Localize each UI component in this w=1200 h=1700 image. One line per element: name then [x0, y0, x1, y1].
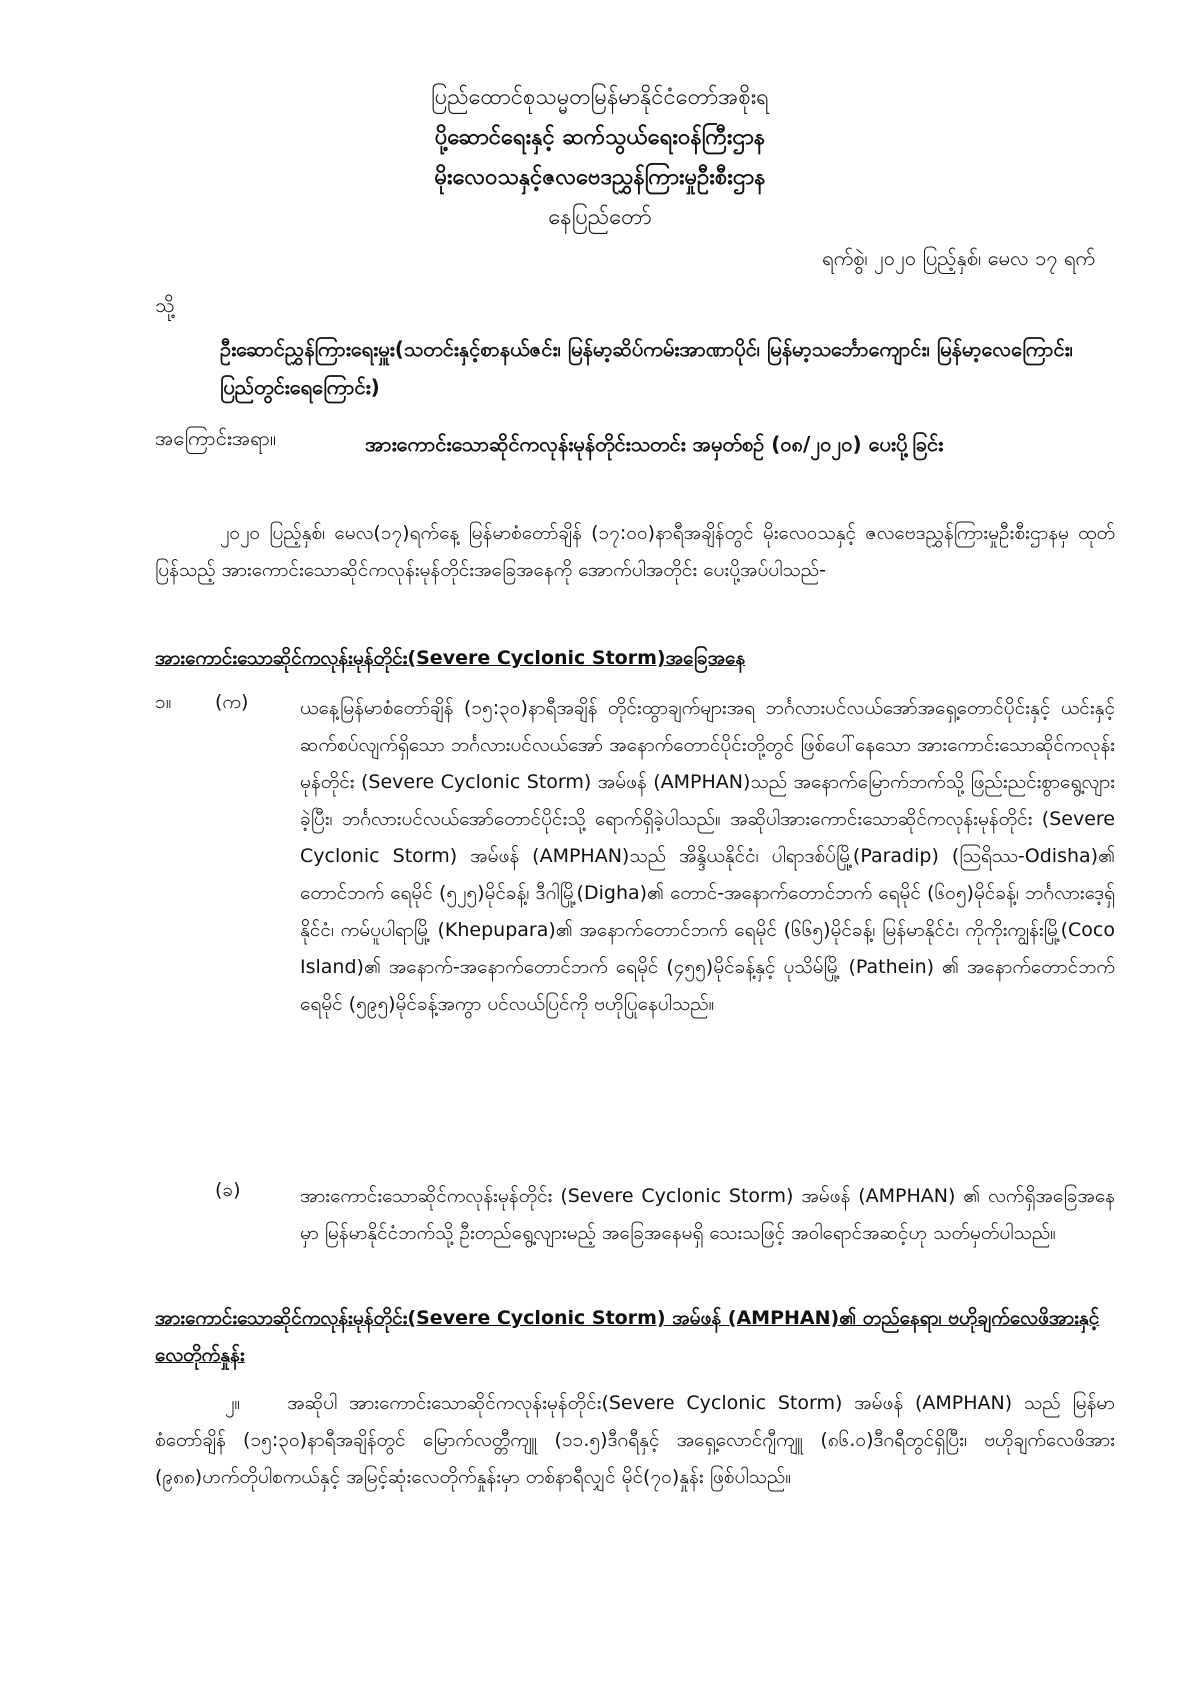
- dateline: ရက်စွဲ၊ ၂၀၂၀ ပြည့်နှစ်၊ မေလ ၁၇ ရက်: [822, 246, 1095, 270]
- city-name: နေပြည်တော်: [548, 205, 652, 230]
- to-label: သို့: [155, 293, 175, 317]
- section2-paragraph: [155, 1385, 1115, 1496]
- item-k-label: (က): [215, 691, 249, 713]
- item-kh-text: အားကောင်းသောဆိုင်ကလုန်းမုန်တိုင်း (Severe Cyclonic Storm) အမ်ဖန် (AMPHAN) ၏ လက်ရှိအခြေအနေမှာ မြန်မာနိုင်ငံဘက်သို့ ဦးတည်ရွေ့လျားမည့် အခြေအနေမရှိ သေးသဖြင့် အဝါရောင်အဆင့်ဟု သတ်မှတ်ပါသည်။: [300, 1185, 1115, 1244]
- department-name: မိုးလေဝသနှင့်ဇလဗေဒညွှန်ကြားမှုဦးစီးဌာန: [434, 165, 766, 190]
- intro-paragraph: ၂၀၂၀ ပြည့်နှစ်၊ မေလ(၁၇)ရက်နေ့ မြန်မာစံတော်ချိန် (၁၇:၀၀)နာရီအချိန်တွင် မိုးလေဝသနှင့် ဇလဗေဒညွှန်ကြားမှုဦးစီးဌာနမှ ထုတ်ပြန်သည့် အားကောင်းသောဆိုင်ကလုန်းမုန်တိုင်းအခြေအနေကို အောက်ပါအတိုင်း ပေးပို့အပ်ပါသည်-: [155, 522, 1115, 581]
- government-name: ပြည်ထောင်စုသမ္မတမြန်မာနိုင်ငံတော်အစိုးရ: [431, 85, 769, 110]
- letterhead: [0, 78, 1200, 238]
- section2-text: အဆိုပါ အားကောင်းသောဆိုင်ကလုန်းမုန်တိုင်း(Severe Cyclonic Storm) အမ်ဖန် (AMPHAN) သည် မြန်မာစံတော်ချိန် (၁၅:၃၀)နာရီအချိန်တွင် မြောက်လတ္တီကျူ (၁၁.၅)ဒီဂရီနှင့် အရှေ့လောင်ဂျီကျူ (၈၆.၀)ဒီဂရီတွင်ရှိပြီး၊ ဗဟိုချက်လေဖိအား (၉၈၈)ဟက်တိုပါစကယ်နှင့် အမြင့်ဆုံးလေတိုက်နှုန်းမှာ တစ်နာရီလျှင် မိုင်(၇၀)နှုန်း ဖြစ်ပါသည်။: [155, 1392, 1115, 1488]
- section2-heading: အားကောင်းသောဆိုင်ကလုန်းမုန်တိုင်း(Severe Cyclonic Storm) အမ်ဖန် (AMPHAN)၏ တည်နေရာ၊ ဗဟိုချက်လေဖိအားနှင့် လေတိုက်နှုန်း: [155, 1307, 1100, 1366]
- section1-number: ၁။: [155, 691, 172, 713]
- subject-label: အကြောင်းအရာ။: [155, 426, 277, 450]
- addressee: ဦးဆောင်ညွှန်ကြားရေးမှူး(သတင်းနှင့်စာနယ်ဇင်း၊ မြန်မာ့ဆိပ်ကမ်းအာဏာပိုင်၊ မြန်မာ့သင်္ဘောကျောင်း၊ မြန်မာ့လေကြောင်း၊ ပြည်တွင်းရေကြောင်း): [220, 337, 1073, 399]
- section2-number: ၂။: [225, 1392, 241, 1414]
- item-k-text: ယနေ့မြန်မာစံတော်ချိန် (၁၅:၃၀)နာရီအချိန် တိုင်းထွာချက်များအရ ဘင်္ဂလားပင်လယ်အော်အရှေ့တောင်ပိုင်းနှင့် ယင်းနှင့်ဆက်စပ်လျက်ရှိသော ဘင်္ဂလားပင်လယ်အော် အနောက်တောင်ပိုင်းတို့တွင် ဖြစ်ပေါ်နေသော အားကောင်းသောဆိုင်ကလုန်းမုန်တိုင်း (Severe Cyclonic Storm) အမ်ဖန် (AMPHAN)သည် အနောက်မြောက်ဘက်သို့ ဖြည်းညင်းစွာရွေ့လျားခဲ့ပြီး၊ ဘင်္ဂလားပင်လယ်အော်တောင်ပိုင်းသို့ ရောက်ရှိခဲ့ပါသည်။ အဆိုပါအားကောင်းသောဆိုင်ကလုန်းမုန်တိုင်း (Severe Cyclonic Storm) အမ်ဖန် (AMPHAN)သည် အိန္ဒိယနိုင်ငံ၊ ပါရာဒစ်ပ်မြို့(Paradip) (ဩရိဿ-Odisha)၏ တောင်ဘက် ရေမိုင် (၅၂၅)မိုင်ခန့်၊ ဒီဂါမြို့(Digha)၏ တောင်-အနောက်တောင်ဘက် ရေမိုင် (၆၀၅)မိုင်ခန့်၊ ဘင်္ဂလားဒေ့ရှ်နိုင်ငံ၊ ကမ်ပူပါရာမြို့ (Khepupara)၏ အနောက်တောင်ဘက် ရေမိုင် (၆၆၅)မိုင်ခန့်၊ မြန်မာနိုင်ငံ၊ ကိုကိုးကျွန်းမြို့(Coco Island)၏ အနောက်-အနောက်တောင်ဘက် ရေမိုင် (၄၅၅)မိုင်ခန့်နှင့် ပုသိမ်မြို့ (Pathein) ၏ အနောက်တောင်ဘက် ရေမိုင် (၅၉၅)မိုင်ခန့်အကွာ ပင်လယ်ပြင်ကို ဗဟိုပြုနေပါသည်။: [300, 697, 1115, 1015]
- subject-text: အားကောင်းသောဆိုင်ကလုန်းမုန်တိုင်းသတင်း အမှတ်စဉ် (၀၈/၂၀၂၀) ပေးပို့ခြင်း: [365, 432, 944, 456]
- section1-heading: အားကောင်းသောဆိုင်ကလုန်းမုန်တိုင်း(Severe Cyclonic Storm)အခြေအနေ: [155, 647, 746, 669]
- ministry-name: ပို့ဆောင်ရေးနှင့် ဆက်သွယ်ရေးဝန်ကြီးဌာန: [434, 125, 766, 150]
- item-kh-label: (ခ): [215, 1179, 241, 1201]
